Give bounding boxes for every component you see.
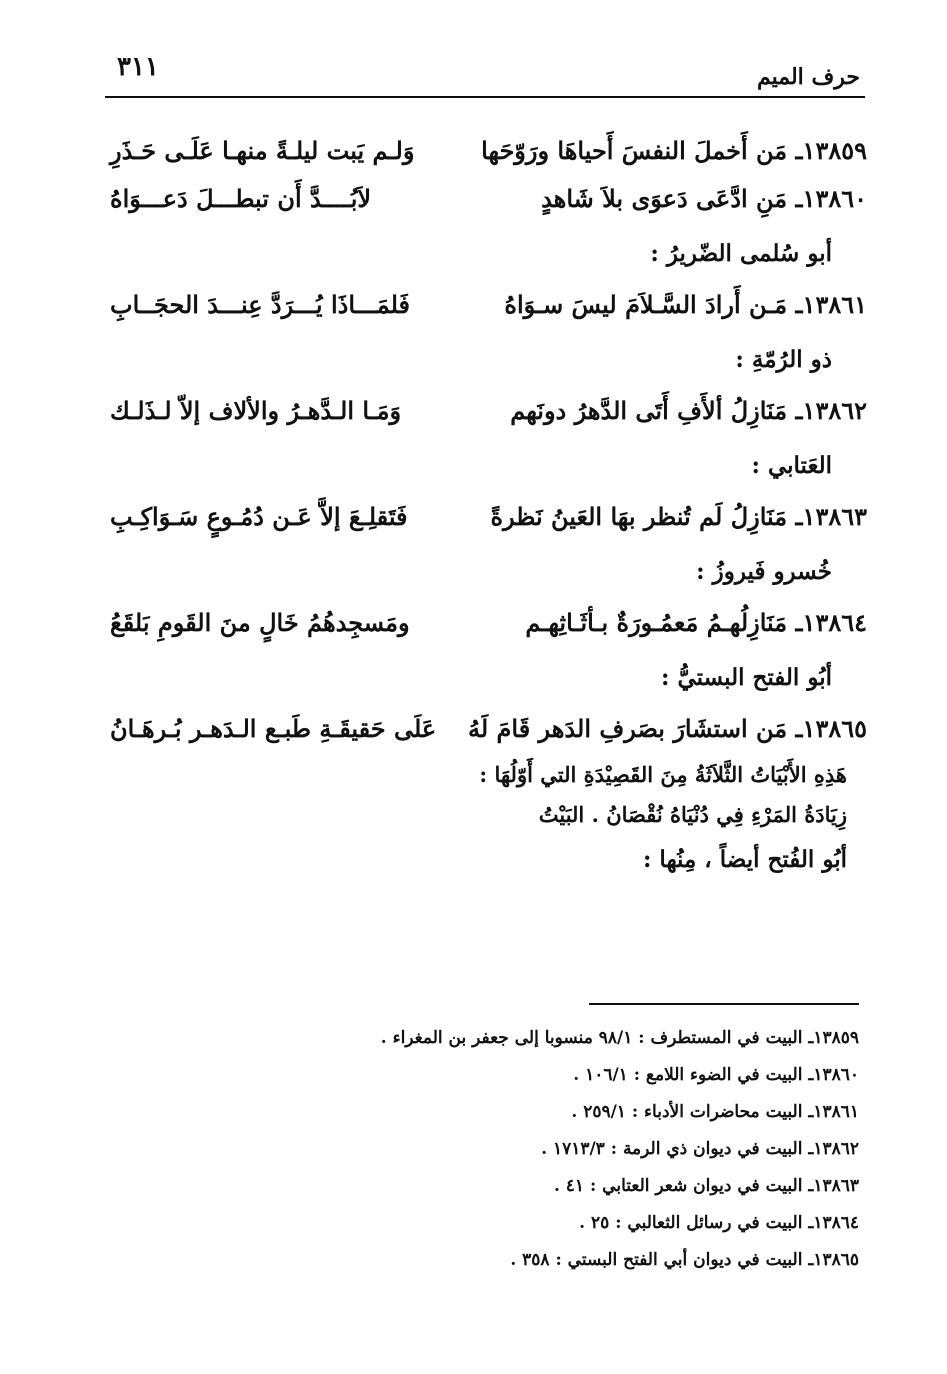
verse-first-text: مَنَازِلُهـمُ مَعمُـورَةٌ بـأثَـاثِهـم bbox=[525, 608, 788, 637]
verse-first-text: مَنَازِلُ ألأَفِ أَتَى الدَّهرُ دونَهم bbox=[510, 396, 788, 425]
verse-first-hemistich: ١٣٨٦٣ـ مَنَازِلُ لَم تُنظر بهَا العَينُ نَظرةً bbox=[490, 502, 867, 531]
verse-second-hemistich: عَلَى حَقيقَـةِ طَبـع الـدَهـر بُـرهَـانُ bbox=[110, 714, 437, 743]
page-number: ٣١١ bbox=[117, 52, 159, 82]
verse-first-hemistich: ١٣٨٦٠ـ مَنِ ادَّعَى دَعوَى بلاَ شَاهدٍ bbox=[541, 184, 867, 213]
verse-number: ١٣٨٦٤ bbox=[802, 608, 867, 637]
verse-number: ١٣٨٦٥ bbox=[802, 714, 867, 743]
verse-second-hemistich: فَتَقلِـعَ إلاَّ عَـن دُمُـوعٍ سَـوَاكِـبِ bbox=[110, 502, 408, 531]
verse-13859 bbox=[110, 130, 867, 178]
verse-second-hemistich: فَلمَـــاذَا يُـــرَدَّ عِنـــدَ الحجَــابِ bbox=[110, 290, 411, 319]
footnote: ١٣٨٦١ـ البيت محاضرات الأدباء : ٢٥٩/١ . bbox=[571, 1102, 859, 1122]
section-title: حرف الميم bbox=[756, 64, 860, 90]
verse-first-text: مَنِ ادَّعَى دَعوَى بلاَ شَاهدٍ bbox=[541, 184, 788, 213]
verse-content bbox=[110, 130, 867, 890]
verse-13864 bbox=[110, 602, 867, 650]
footnote: ١٣٨٦٠ـ البيت في الضوء اللامع : ١٠٦/١ . bbox=[573, 1065, 859, 1085]
verse-13860 bbox=[110, 178, 867, 226]
verse-number: ١٣٨٦٠ bbox=[802, 184, 867, 213]
poet-name: خُسرو فَيروزُ : bbox=[696, 558, 832, 585]
poet-name: ذو الرُمّةِ : bbox=[735, 346, 832, 373]
verse-first-hemistich: ١٣٨٦٢ـ مَنَازِلُ ألأَفِ أَتَى الدَّهرُ دونَهم bbox=[510, 396, 867, 425]
verse-first-hemistich: ١٣٨٦٥ـ مَن استشَارَ بصَرفِ الدَهر قَامَ لَهُ bbox=[468, 714, 867, 743]
verse-number: ١٣٨٦١ bbox=[802, 290, 867, 319]
verse-number: ١٣٨٦٢ bbox=[802, 396, 867, 425]
verse-13861 bbox=[110, 284, 867, 332]
verse-second-hemistich: لاَبُــــدَّ أَن تبطـــلَ دَعـــوَاهُ bbox=[110, 184, 372, 213]
header-rule bbox=[105, 96, 865, 98]
footnote: ١٣٨٥٩ـ البيت في المستطرف : ٩٨/١ منسوبا إلى جعفر بن المغراء . bbox=[380, 1028, 859, 1048]
footnote: ١٣٨٦٥ـ البيت في ديوان أبي الفتح البستي : ٣٥٨ . bbox=[510, 1250, 859, 1270]
verse-second-hemistich: ومَسجِدهُمُ خَالٍ منَ القَومِ بَلقَعُ bbox=[110, 608, 410, 637]
verse-first-text: مَنَازِلُ لَم تُنظر بهَا العَينُ نَظرةً bbox=[490, 502, 788, 531]
footnotes bbox=[120, 1020, 859, 1279]
commentary-line: أبُو الفُتح أيضاً ، مِنُها : bbox=[642, 846, 847, 873]
verse-first-hemistich: ١٣٨٦٤ـ مَنَازِلُهـمُ مَعمُـورَةٌ بـأثَـاثِهـم bbox=[525, 608, 867, 637]
footnote: ١٣٨٦٢ـ البيت في ديوان ذي الرمة : ١٧١٣/٣ . bbox=[541, 1139, 859, 1159]
verse-13863 bbox=[110, 496, 867, 544]
verse-13862 bbox=[110, 390, 867, 438]
verse-first-text: مَـن أَرادَ السَّـلاَمَ ليسَ سـوَاهُ bbox=[504, 290, 788, 319]
footnote-rule bbox=[589, 1003, 859, 1005]
poet-name: أبو سُلمى الضّريرُ : bbox=[650, 240, 832, 267]
poet-name: أبُو الفتح البستيُّ : bbox=[661, 664, 832, 691]
verse-second-hemistich: وَمَـا الـدَّهـرُ والألاف إلاّ لـذَلـك bbox=[110, 396, 402, 425]
poet-name: العَتابي : bbox=[751, 452, 832, 479]
verse-13865 bbox=[110, 708, 867, 756]
commentary-line: زِيَادَةُ المَرْءِ فِي دُنْيَاهُ نُقْصَانُ . البَيْتُ bbox=[538, 802, 847, 827]
page-header bbox=[105, 48, 860, 98]
verse-first-hemistich: ١٣٨٦١ـ مَـن أَرادَ السَّـلاَمَ ليسَ سـوَاهُ bbox=[504, 290, 867, 319]
footnote: ١٣٨٦٣ـ البيت في ديوان شعر العتابي : ٤١ . bbox=[553, 1176, 859, 1196]
verse-first-hemistich: ١٣٨٥٩ـ مَن أَخملَ النفسَ أَحياهَا ورَوّحَها bbox=[481, 136, 867, 165]
commentary-line: هَذِهِ الأَبْيَاتُ الثَّلاَثَةُ مِنَ القَصِيْدَةِ التي أَوّلُهَا : bbox=[479, 762, 847, 787]
verse-first-text: مَن أَخملَ النفسَ أَحياهَا ورَوّحَها bbox=[481, 136, 788, 165]
verse-first-text: مَن استشَارَ بصَرفِ الدَهر قَامَ لَهُ bbox=[468, 714, 788, 743]
verse-second-hemistich: وَلـم يَبت ليلـةً منهـا عَلَـى حَـذَرِ bbox=[110, 136, 415, 165]
verse-number: ١٣٨٦٣ bbox=[802, 502, 867, 531]
footnote: ١٣٨٦٤ـ البيت في رسائل الثعالبي : ٢٥ . bbox=[579, 1213, 859, 1233]
verse-number: ١٣٨٥٩ bbox=[802, 136, 867, 165]
